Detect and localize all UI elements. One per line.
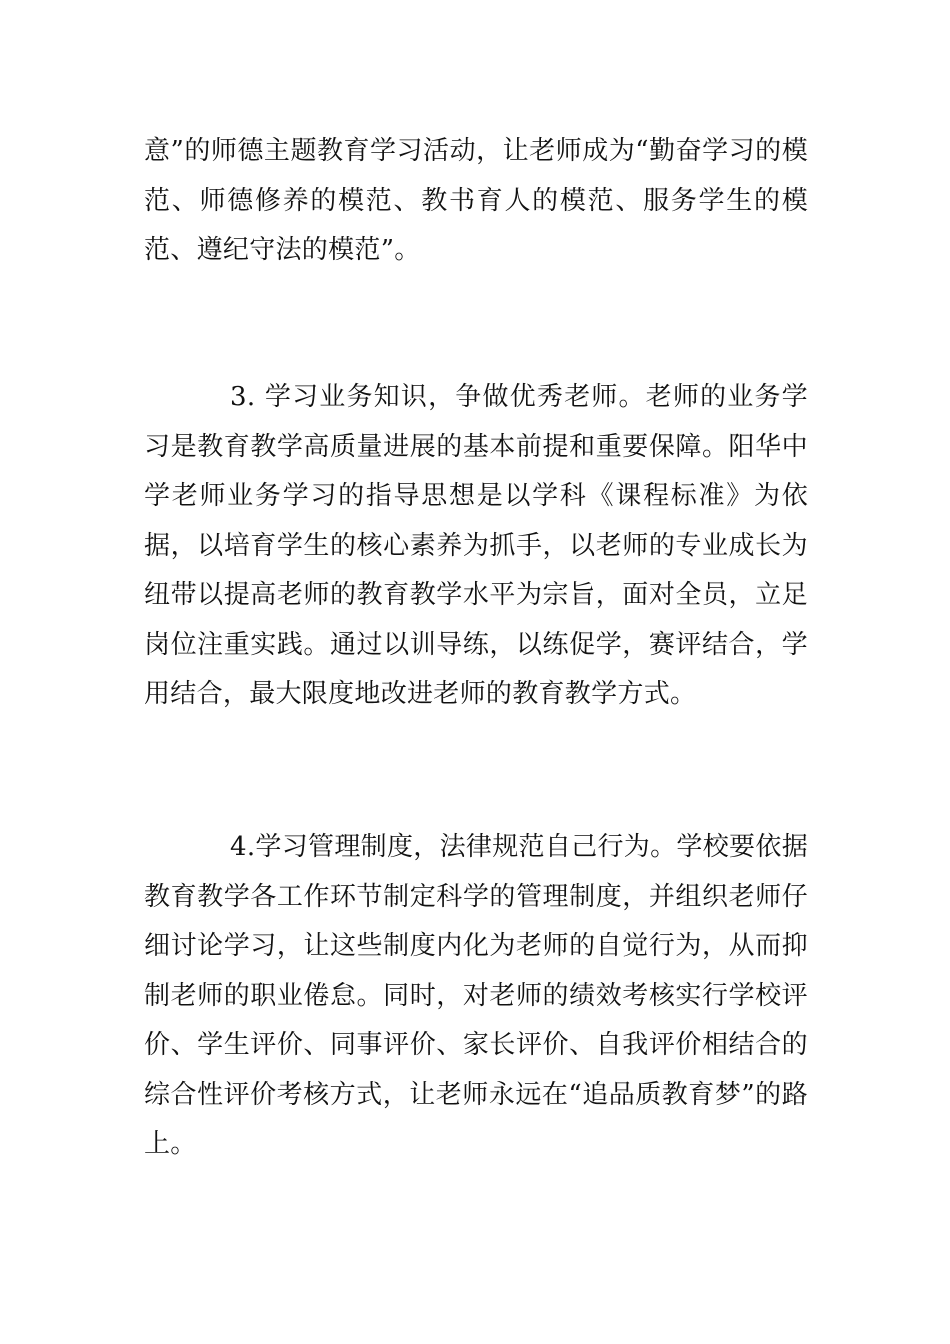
paragraph-4-management-system: 4.学习管理制度，法律规范自己行为。学校要依据教育教学各工作环节制定科学的管理制度，并组织老师仔细讨论学习，让这些制度内化为老师的自觉行为，从而抑制老师的职业倦怠。同时，对老师的绩效考核实行学校评价、学生评价、同事评价、家长评价、自我评价相结合的综合性评价考核方式，让老师永远在“追品质教育梦”的路上。 — [144, 832, 808, 1159]
paragraph-3-business-knowledge: 3. 学习业务知识，争做优秀老师。老师的业务学习是教育教学高质量进展的基本前提和重要保障。阳华中学老师业务学习的指导思想是以学科《课程标准》为依据，以培育学生的核心素养为抓手，以老师的专业成长为纽带以提高老师的教育教学水平为宗旨，面对全员，立足岗位注重实践。通过以训导练，以练促学，赛评结合，学用结合，最大限度地改进老师的教育教学方式。 — [144, 382, 808, 709]
paragraph-continuation: 意”的师德主题教育学习活动，让老师成为“勤奋学习的模范、师德修养的模范、教书育人的模范、服务学生的模范、遵纪守法的模范”。 — [144, 136, 808, 265]
